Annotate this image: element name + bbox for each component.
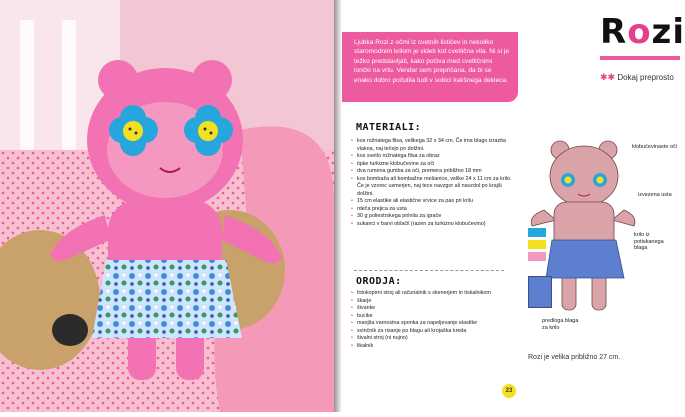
list-item: • manjša varnostna sponka za napeljevanje elastike: [350, 320, 514, 328]
list-item: • bucike: [350, 313, 514, 321]
doll-photo: [0, 0, 334, 412]
list-item: • šivalni stroj (ni nujno): [350, 335, 514, 343]
book-gutter: [334, 0, 342, 412]
list-item: • 30 g poliestrskega polnila za igrače: [350, 213, 514, 221]
materials-list: [350, 138, 514, 228]
list-item: • likalnik: [350, 343, 514, 351]
size-caption: Rozi je velika približno 27 cm.: [528, 354, 621, 361]
list-item: • škarje: [350, 298, 514, 306]
yellow-swatch: [528, 240, 546, 249]
instruction-page: [342, 0, 685, 412]
tools-heading: ORODJA:: [356, 276, 402, 287]
fabric-swatch: [528, 276, 552, 308]
list-item: • kos rožnatega flisa, velikega 32 x 34 cm. Če ima blago izrazita vlakna, naj tečejo po dolžini.: [350, 138, 514, 153]
tools-list: [350, 290, 514, 350]
list-item: • sukanci v barvi oblačil (razen za turkizno klobučevino): [350, 221, 514, 229]
page-title: [600, 12, 685, 52]
list-item: • šivanke: [350, 305, 514, 313]
difficulty-label: Dokaj preprosto: [617, 73, 674, 82]
section-divider: [354, 270, 504, 271]
doll-photo-illustration: [0, 0, 334, 412]
title-suffix: zi: [651, 12, 685, 52]
label-eyes: klobučevinaste oči: [632, 144, 677, 150]
list-item: • 15 cm elastike ali elastične vrvice za pas pri krilu: [350, 198, 514, 206]
list-item: • rdeča prejica za usta: [350, 206, 514, 214]
list-item: • dva rumena gumba za oči, premera približno 18 mm: [350, 168, 514, 176]
turquoise-swatch: [528, 228, 546, 237]
list-item: • tipke turkizne klobučevine za oči: [350, 161, 514, 169]
intro-box: Ljubka Rozi z očmi iz cvetnih lističev in nekoliko staromodnim krilom je videti kot cvetlična vila. Ni si je težko predstavljati, kako počiva med cvetličnimi lončki na vrtu. Vendar sem prepričana, da bi se enako dobro počutila tudi v sobici kakšnega dekleca.: [342, 32, 518, 102]
title-o: o: [627, 12, 652, 52]
list-item: • kos bombaža ali bombažne mešanice, velike 24 x 11 cm za krilo. Če je vzorec usmerjen, naj tece navzgor ali navzdol po krajši dolžini.: [350, 176, 514, 199]
pink-swatch: [528, 252, 546, 261]
page-number: 23: [502, 384, 516, 398]
title-underline: [600, 56, 680, 60]
difficulty-stars-icon: ✱✱: [600, 72, 616, 82]
difficulty: [600, 72, 674, 83]
label-skirt: krilo iz potiskanega blaga: [634, 232, 664, 251]
materials-heading: MATERIALI:: [356, 122, 422, 133]
label-mouth: izvezena usta: [638, 192, 672, 198]
title-prefix: R: [600, 12, 628, 52]
list-item: • kos svetlo rožnatega flisa za obraz: [350, 153, 514, 161]
list-item: • svinčnik za risanje po blagu ali krojaška kreda: [350, 328, 514, 336]
label-fabric-template: predloga blaga za krilo: [542, 318, 579, 331]
list-item: • fotokopirni stroj ali računalnik s skenerjem in tiskalnikom: [350, 290, 514, 298]
